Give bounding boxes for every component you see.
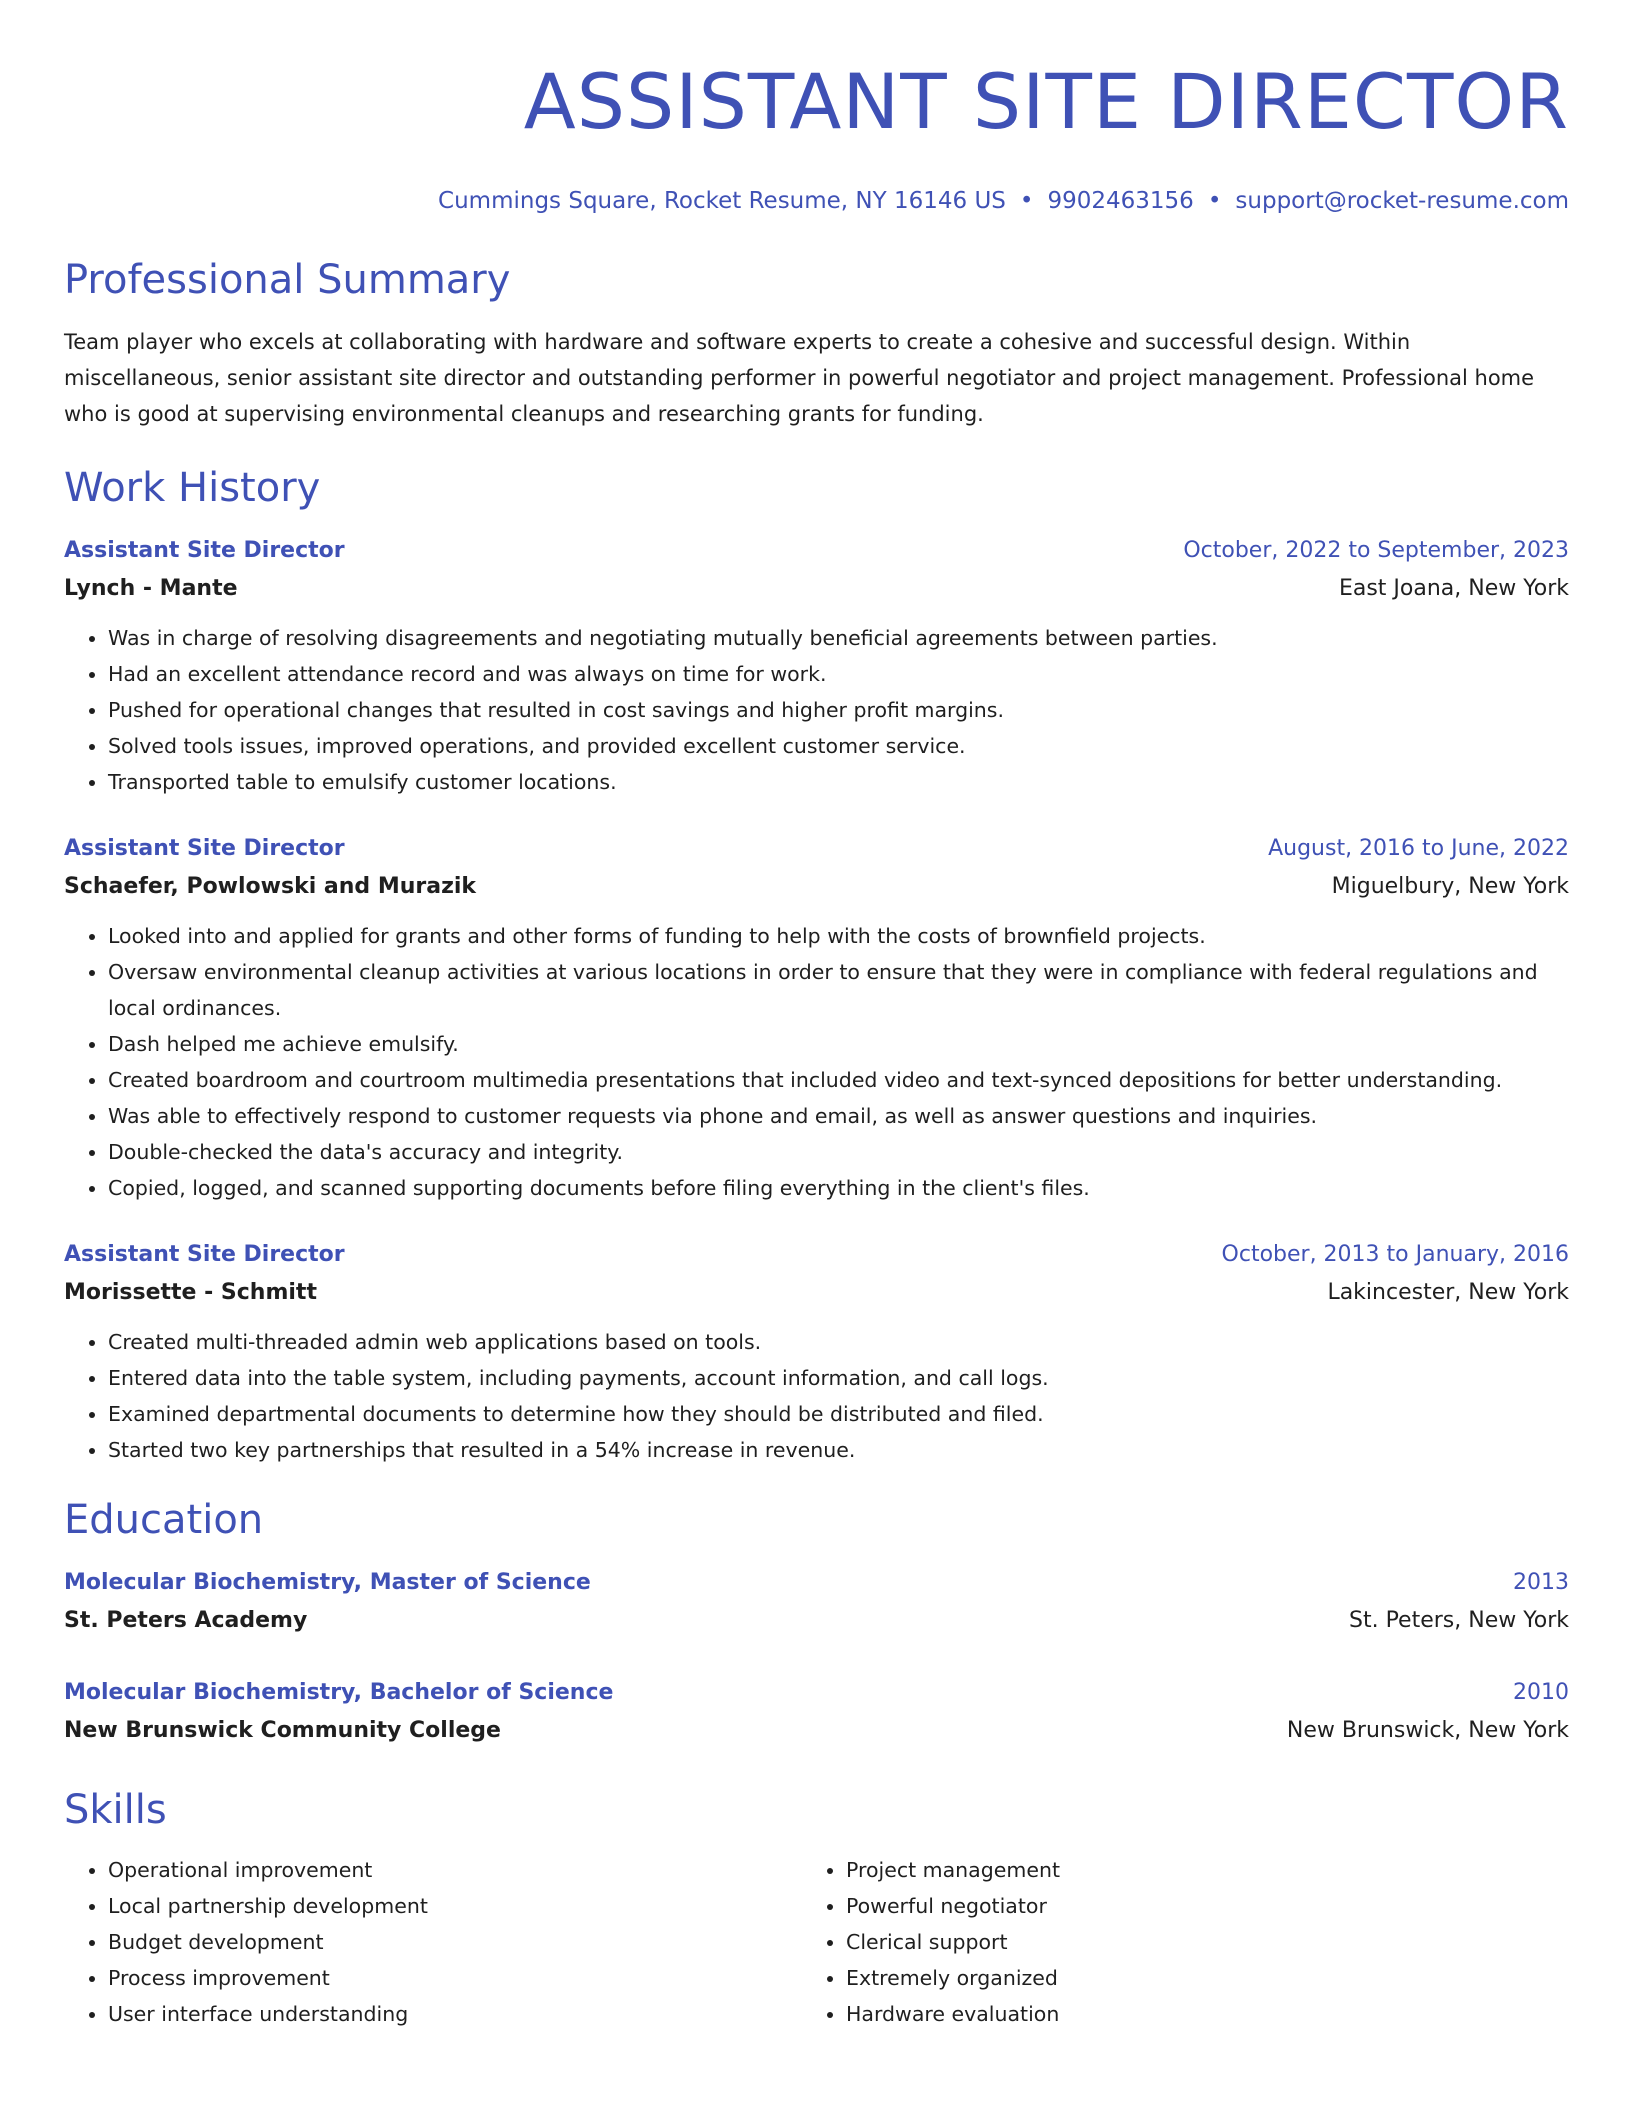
job-bullet: • Oversaw environmental cleanup activities at various locations in order to ensure that they were in compliance with federal regulations and local ordinances. — [108, 954, 1569, 1026]
skills-column-left — [64, 1852, 802, 2032]
skill-item: • Local partnership development — [108, 1888, 802, 1924]
job-role: Assistant Site Director — [64, 1242, 345, 1267]
job-dates: August, 2016 to June, 2022 — [1268, 836, 1569, 861]
job-bullets — [64, 620, 1569, 800]
job-company: Morissette - Schmitt — [64, 1280, 317, 1305]
contact-line — [64, 186, 1569, 216]
contact-separator: • — [1019, 188, 1034, 214]
skill-item: • Operational improvement — [108, 1852, 802, 1888]
job-company: Lynch - Mante — [64, 576, 238, 601]
education-entry — [64, 1564, 1569, 1640]
skills-grid — [64, 1852, 1569, 2032]
skills-column-right — [802, 1852, 1540, 2032]
skill-item: • Process improvement — [108, 1960, 802, 1996]
skill-item: • Powerful negotiator — [846, 1888, 1540, 1924]
work-entry — [64, 532, 1569, 800]
job-location: Lakincester, New York — [1327, 1280, 1569, 1305]
job-dates: October, 2013 to January, 2016 — [1221, 1242, 1569, 1267]
skill-item: • Clerical support — [846, 1924, 1540, 1960]
skill-item: • Hardware evaluation — [846, 1996, 1540, 2032]
school-name: New Brunswick Community College — [64, 1718, 501, 1743]
applicant-title: ASSISTANT SITE DIRECTOR — [523, 57, 1569, 146]
contact-separator: • — [1207, 188, 1222, 214]
job-bullet: • Looked into and applied for grants and other forms of funding to help with the costs of brownfield projects. — [108, 918, 1569, 954]
degree: Molecular Biochemistry, Master of Science — [64, 1570, 591, 1595]
work-entry — [64, 830, 1569, 1206]
job-bullet: • Transported table to emulsify customer locations. — [108, 764, 1569, 800]
job-location: East Joana, New York — [1338, 576, 1569, 601]
contact-address: Cummings Square, Rocket Resume, NY 16146 US — [438, 188, 1006, 214]
job-role: Assistant Site Director — [64, 836, 345, 861]
job-bullet: • Created boardroom and courtroom multimedia presentations that included video and text-synced depositions for better understanding. — [108, 1062, 1569, 1098]
skill-item: • User interface understanding — [108, 1996, 802, 2032]
job-bullet: • Dash helped me achieve emulsify. — [108, 1026, 1569, 1062]
job-location: Miguelbury, New York — [1331, 874, 1569, 899]
job-bullet: • Copied, logged, and scanned supporting documents before filing everything in the client's files. — [108, 1170, 1569, 1206]
resume-header — [64, 56, 1569, 216]
contact-phone: 9902463156 — [1047, 188, 1194, 214]
education-heading: Education — [64, 1497, 264, 1543]
skill-item: • Budget development — [108, 1924, 802, 1960]
education-entry — [64, 1674, 1569, 1750]
job-dates: October, 2022 to September, 2023 — [1183, 538, 1569, 563]
job-bullet: • Examined departmental documents to determine how they should be distributed and filed. — [108, 1396, 1569, 1432]
skill-item: • Extremely organized — [846, 1960, 1540, 1996]
job-bullet: • Double-checked the data's accuracy and integrity. — [108, 1134, 1569, 1170]
graduation-year: 2013 — [1513, 1570, 1569, 1595]
job-bullet: • Was in charge of resolving disagreements and negotiating mutually beneficial agreements between parties. — [108, 620, 1569, 656]
school-location: St. Peters, New York — [1349, 1608, 1569, 1633]
school-location: New Brunswick, New York — [1286, 1718, 1569, 1743]
job-bullet: • Solved tools issues, improved operations, and provided excellent customer service. — [108, 728, 1569, 764]
job-bullet: • Was able to effectively respond to customer requests via phone and email, as well as answer questions and inquiries. — [108, 1098, 1569, 1134]
skill-item: • Project management — [846, 1852, 1540, 1888]
job-company: Schaefer, Powlowski and Murazik — [64, 874, 477, 899]
summary-text: Team player who excels at collaborating with hardware and software experts to create a cohesive and successful design. Within miscellaneous, senior assistant site director and outstanding performer in powerful negotiator and project management. Professional home who is good at supervising environmental cleanups and researching grants for funding. — [64, 330, 1535, 426]
job-role: Assistant Site Director — [64, 538, 345, 563]
job-bullet: • Pushed for operational changes that resulted in cost savings and higher profit margins. — [108, 692, 1569, 728]
school-name: St. Peters Academy — [64, 1608, 308, 1633]
job-bullet: • Started two key partnerships that resulted in a 54% increase in revenue. — [108, 1432, 1569, 1468]
summary-heading: Professional Summary — [64, 257, 511, 303]
work-entry — [64, 1236, 1569, 1468]
contact-email: support@rocket-resume.com — [1235, 188, 1569, 214]
job-bullets — [64, 1324, 1569, 1468]
work-history-heading: Work History — [64, 465, 321, 511]
job-bullets — [64, 918, 1569, 1206]
degree: Molecular Biochemistry, Bachelor of Science — [64, 1680, 614, 1705]
job-bullet: • Entered data into the table system, including payments, account information, and call logs. — [108, 1360, 1569, 1396]
job-bullet: • Had an excellent attendance record and was always on time for work. — [108, 656, 1569, 692]
job-bullet: • Created multi-threaded admin web applications based on tools. — [108, 1324, 1569, 1360]
graduation-year: 2010 — [1513, 1680, 1569, 1705]
skills-heading: Skills — [64, 1787, 167, 1833]
